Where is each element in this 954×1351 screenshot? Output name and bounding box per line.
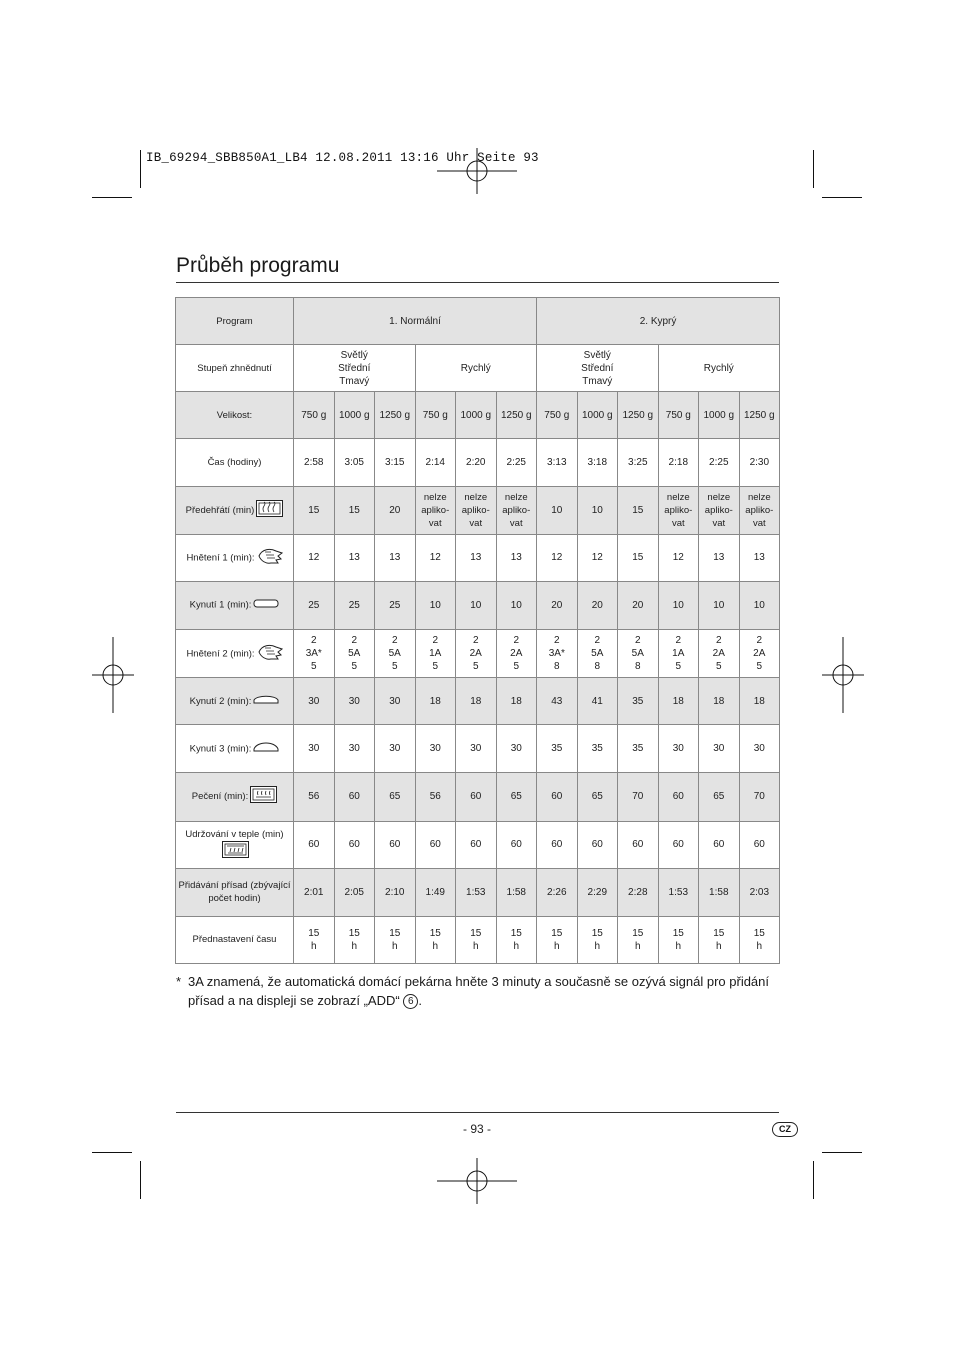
footnote-text: 3A znamená, že automatická domácí pekárna hněte 3 minuty a současně se ozývá signál pro přidání přísad a na displeji se zobrazí „ADD“ [188, 974, 770, 1008]
row-label: Kynutí 3 (min): [189, 743, 252, 755]
row-label: Čas (hodiny) [207, 456, 262, 468]
table-row [176, 916, 780, 963]
baking-icon [250, 786, 277, 807]
registration-mark-bottom [437, 1158, 517, 1204]
na-text: nelze apliko- vat [704, 491, 733, 529]
table-cell: 60 [537, 773, 578, 821]
dough-rise-3-icon [253, 740, 279, 758]
browning-label: Stupeň zhnědnutí [176, 345, 294, 392]
size-cell: 1250 g [375, 392, 416, 439]
table-cell: 20 [618, 581, 659, 629]
keep-warm-icon [222, 841, 249, 862]
table-cell: 18 [456, 678, 497, 725]
na-text: nelze apliko- vat [421, 491, 450, 529]
row-label-cell [176, 916, 294, 963]
table-cell: 60 [496, 821, 537, 868]
table-cell: 30 [496, 725, 537, 773]
table-cell: 10 [537, 486, 578, 534]
table-cell: 3:18 [577, 439, 618, 486]
size-cell: 750 g [537, 392, 578, 439]
table-cell: 10 [496, 581, 537, 629]
program-light: 2. Kyprý [537, 298, 780, 345]
table-cell: 18 [496, 678, 537, 725]
table-cell: 30 [334, 678, 375, 725]
table-cell: 56 [294, 773, 335, 821]
table-cell: 30 [294, 725, 335, 773]
table-cell [658, 486, 699, 534]
table-cell: 1:58 [699, 868, 740, 916]
program-label: Program [176, 298, 294, 345]
size-cell: 1250 g [618, 392, 659, 439]
size-cell: 1000 g [334, 392, 375, 439]
table-cell: 13 [699, 534, 740, 581]
table-cell: 1:53 [658, 868, 699, 916]
table-row [176, 725, 780, 773]
table-cell: 15 h [496, 916, 537, 963]
table-cell: 12 [577, 534, 618, 581]
table-cell: 20 [577, 581, 618, 629]
table-cell: 2:25 [496, 439, 537, 486]
table-cell: 25 [294, 581, 335, 629]
row-label: Přidávání přísad (zbývající počet hodin) [178, 880, 291, 905]
table-cell: 60 [618, 821, 659, 868]
language-badge: CZ [772, 1122, 798, 1137]
row-label-cell [176, 439, 294, 486]
size-label: Velikost: [176, 392, 294, 439]
table-cell: 15 h [537, 916, 578, 963]
row-label: Kynutí 1 (min): [189, 599, 252, 611]
table-cell: 12 [294, 534, 335, 581]
table-cell: 60 [456, 821, 497, 868]
program-normal: 1. Normální [294, 298, 537, 345]
table-cell: 60 [658, 773, 699, 821]
registration-mark-left [92, 637, 134, 713]
table-cell: 2:30 [739, 439, 780, 486]
table-cell: 2 5A 5 [334, 629, 375, 677]
browning-option-dark: Tmavý [339, 375, 370, 387]
table-cell [496, 486, 537, 534]
table-cell: 10 [699, 581, 740, 629]
table-cell: 60 [456, 773, 497, 821]
table-row [176, 439, 780, 486]
size-cell: 1000 g [577, 392, 618, 439]
table-cell: 12 [658, 534, 699, 581]
row-label: Hnětení 1 (min): [186, 552, 255, 564]
table-cell: 15 h [294, 916, 335, 963]
table-cell: 30 [415, 725, 456, 773]
table-cell: 13 [334, 534, 375, 581]
browning-option-dark: Tmavý [582, 375, 613, 387]
na-text: nelze apliko- vat [502, 491, 531, 529]
size-cell: 750 g [658, 392, 699, 439]
table-cell: 30 [456, 725, 497, 773]
table-cell: 2 5A 5 [375, 629, 416, 677]
table-cell: 2 3A* 5 [294, 629, 335, 677]
table-cell: 30 [375, 678, 416, 725]
kneading-hands-icon [257, 547, 283, 569]
row-label-cell [176, 629, 294, 677]
table-cell: 2:29 [577, 868, 618, 916]
table-cell: 15 [618, 534, 659, 581]
row-label-cell [176, 725, 294, 773]
dough-rise-1-icon [253, 597, 279, 613]
browning-options-normal [294, 345, 416, 392]
table-cell: 12 [537, 534, 578, 581]
table-cell: 13 [456, 534, 497, 581]
table-cell: 20 [537, 581, 578, 629]
table-cell: 2 1A 5 [658, 629, 699, 677]
table-cell: 2:10 [375, 868, 416, 916]
table-cell: 10 [456, 581, 497, 629]
table-cell [739, 486, 780, 534]
table-cell: 60 [334, 773, 375, 821]
table-cell: 2 2A 5 [496, 629, 537, 677]
table-cell: 2:01 [294, 868, 335, 916]
table-cell: 56 [415, 773, 456, 821]
row-label-cell [176, 868, 294, 916]
table-cell: 15 [334, 486, 375, 534]
row-label-cell [176, 821, 294, 868]
table-row [176, 534, 780, 581]
preheat-icon [256, 500, 283, 521]
table-row [176, 486, 780, 534]
table-cell: 60 [739, 821, 780, 868]
na-text: nelze apliko- vat [745, 491, 774, 529]
table-cell: 60 [658, 821, 699, 868]
circled-ref-number: 6 [403, 994, 418, 1009]
table-cell: 2:28 [618, 868, 659, 916]
table-cell: 30 [658, 725, 699, 773]
table-cell: 10 [415, 581, 456, 629]
row-label-cell [176, 581, 294, 629]
table-cell: 2:03 [739, 868, 780, 916]
browning-row [176, 345, 780, 392]
page-number: - 93 - [462, 1122, 491, 1136]
table-cell: 2 2A 5 [456, 629, 497, 677]
row-label: Hnětení 2 (min): [186, 648, 255, 660]
table-cell: 10 [577, 486, 618, 534]
table-cell: 15 h [699, 916, 740, 963]
table-cell: 13 [739, 534, 780, 581]
browning-option-light: Světlý [583, 349, 611, 361]
table-cell: 25 [334, 581, 375, 629]
table-cell: 2:18 [658, 439, 699, 486]
table-cell: 2 5A 8 [618, 629, 659, 677]
browning-options-light [537, 345, 659, 392]
table-cell: 2 1A 5 [415, 629, 456, 677]
table-cell: 15 h [456, 916, 497, 963]
table-cell: 60 [415, 821, 456, 868]
table-row [176, 581, 780, 629]
size-cell: 1250 g [496, 392, 537, 439]
table-row [176, 821, 780, 868]
row-label: Předehřátí (min) [185, 504, 255, 516]
table-cell: 2:05 [334, 868, 375, 916]
table-cell: 2:14 [415, 439, 456, 486]
table-cell: 65 [577, 773, 618, 821]
na-text: nelze apliko- vat [461, 491, 490, 529]
registration-mark-right [822, 637, 864, 713]
table-cell: 18 [658, 678, 699, 725]
row-label: Pečení (min): [191, 791, 249, 803]
table-cell: 41 [577, 678, 618, 725]
table-cell: 70 [739, 773, 780, 821]
table-cell: 30 [375, 725, 416, 773]
size-row [176, 392, 780, 439]
row-label: Přednastavení času [192, 934, 277, 946]
footnote-end: . [418, 993, 422, 1008]
table-cell: 3:05 [334, 439, 375, 486]
table-cell: 2 2A 5 [739, 629, 780, 677]
table-cell: 35 [618, 725, 659, 773]
table-cell: 60 [334, 821, 375, 868]
table-cell [699, 486, 740, 534]
table-row [176, 678, 780, 725]
table-cell: 18 [699, 678, 740, 725]
table-cell: 3:13 [537, 439, 578, 486]
table-cell: 60 [577, 821, 618, 868]
table-cell: 10 [739, 581, 780, 629]
table-cell: 35 [577, 725, 618, 773]
table-cell: 60 [375, 821, 416, 868]
table-cell: 15 h [415, 916, 456, 963]
table-cell: 15 h [739, 916, 780, 963]
table-row [176, 629, 780, 677]
table-row [176, 773, 780, 821]
table-cell: 43 [537, 678, 578, 725]
table-cell: 60 [699, 821, 740, 868]
table-cell: 2:26 [537, 868, 578, 916]
table-cell: 15 [294, 486, 335, 534]
na-text: nelze apliko- vat [664, 491, 693, 529]
kneading-hands-icon [257, 643, 283, 665]
size-cell: 1000 g [456, 392, 497, 439]
page-title: Průběh programu [176, 254, 340, 277]
table-row [176, 868, 780, 916]
browning-option-medium: Střední [581, 362, 614, 374]
table-cell: 1:49 [415, 868, 456, 916]
footnote-text-block [188, 972, 778, 1010]
table-cell: 35 [537, 725, 578, 773]
table-cell: 2:25 [699, 439, 740, 486]
table-cell: 13 [375, 534, 416, 581]
table-cell: 15 h [618, 916, 659, 963]
print-slug: IB_69294_SBB850A1_LB4 12.08.2011 13:16 Uhr Seite 93 [146, 151, 539, 165]
table-cell: 35 [618, 678, 659, 725]
table-cell: 30 [739, 725, 780, 773]
table-cell: 2 3A* 8 [537, 629, 578, 677]
table-cell: 20 [375, 486, 416, 534]
browning-option-medium: Střední [338, 362, 371, 374]
title-rule [176, 282, 779, 283]
table-cell: 70 [618, 773, 659, 821]
program-row [176, 298, 780, 345]
table-cell: 30 [699, 725, 740, 773]
size-cell: 750 g [294, 392, 335, 439]
table-cell: 65 [375, 773, 416, 821]
table-cell: 15 h [577, 916, 618, 963]
table-cell: 25 [375, 581, 416, 629]
table-cell: 65 [699, 773, 740, 821]
table-cell: 2 5A 8 [577, 629, 618, 677]
table-cell: 30 [294, 678, 335, 725]
browning-fast-light: Rychlý [658, 345, 780, 392]
row-label-cell [176, 773, 294, 821]
table-cell: 15 [618, 486, 659, 534]
browning-fast-normal: Rychlý [415, 345, 537, 392]
row-label-cell [176, 678, 294, 725]
size-cell: 750 g [415, 392, 456, 439]
footer-rule [176, 1112, 779, 1113]
table-cell: 2 2A 5 [699, 629, 740, 677]
table-cell: 15 h [334, 916, 375, 963]
table-cell: 15 h [658, 916, 699, 963]
table-cell: 2:20 [456, 439, 497, 486]
row-label-cell [176, 486, 294, 534]
table-cell [415, 486, 456, 534]
browning-option-light: Světlý [340, 349, 368, 361]
table-cell: 15 h [375, 916, 416, 963]
size-cell: 1250 g [739, 392, 780, 439]
table-cell: 60 [537, 821, 578, 868]
table-cell: 1:58 [496, 868, 537, 916]
table-cell: 65 [496, 773, 537, 821]
row-label: Kynutí 2 (min): [189, 695, 252, 707]
table-cell: 1:53 [456, 868, 497, 916]
table-cell: 3:15 [375, 439, 416, 486]
footnote-marker: * [176, 974, 182, 989]
table-cell: 18 [415, 678, 456, 725]
table-cell: 3:25 [618, 439, 659, 486]
table-cell: 18 [739, 678, 780, 725]
dough-rise-2-icon [253, 693, 279, 710]
table-cell: 30 [334, 725, 375, 773]
table-cell: 12 [415, 534, 456, 581]
footnote [176, 972, 778, 1010]
program-table [175, 297, 780, 964]
size-cell: 1000 g [699, 392, 740, 439]
table-cell: 2:58 [294, 439, 335, 486]
row-label: Udržování v teple (min) [185, 828, 284, 840]
table-cell: 60 [294, 821, 335, 868]
table-cell: 13 [496, 534, 537, 581]
table-cell: 10 [658, 581, 699, 629]
table-cell [456, 486, 497, 534]
row-label-cell [176, 534, 294, 581]
